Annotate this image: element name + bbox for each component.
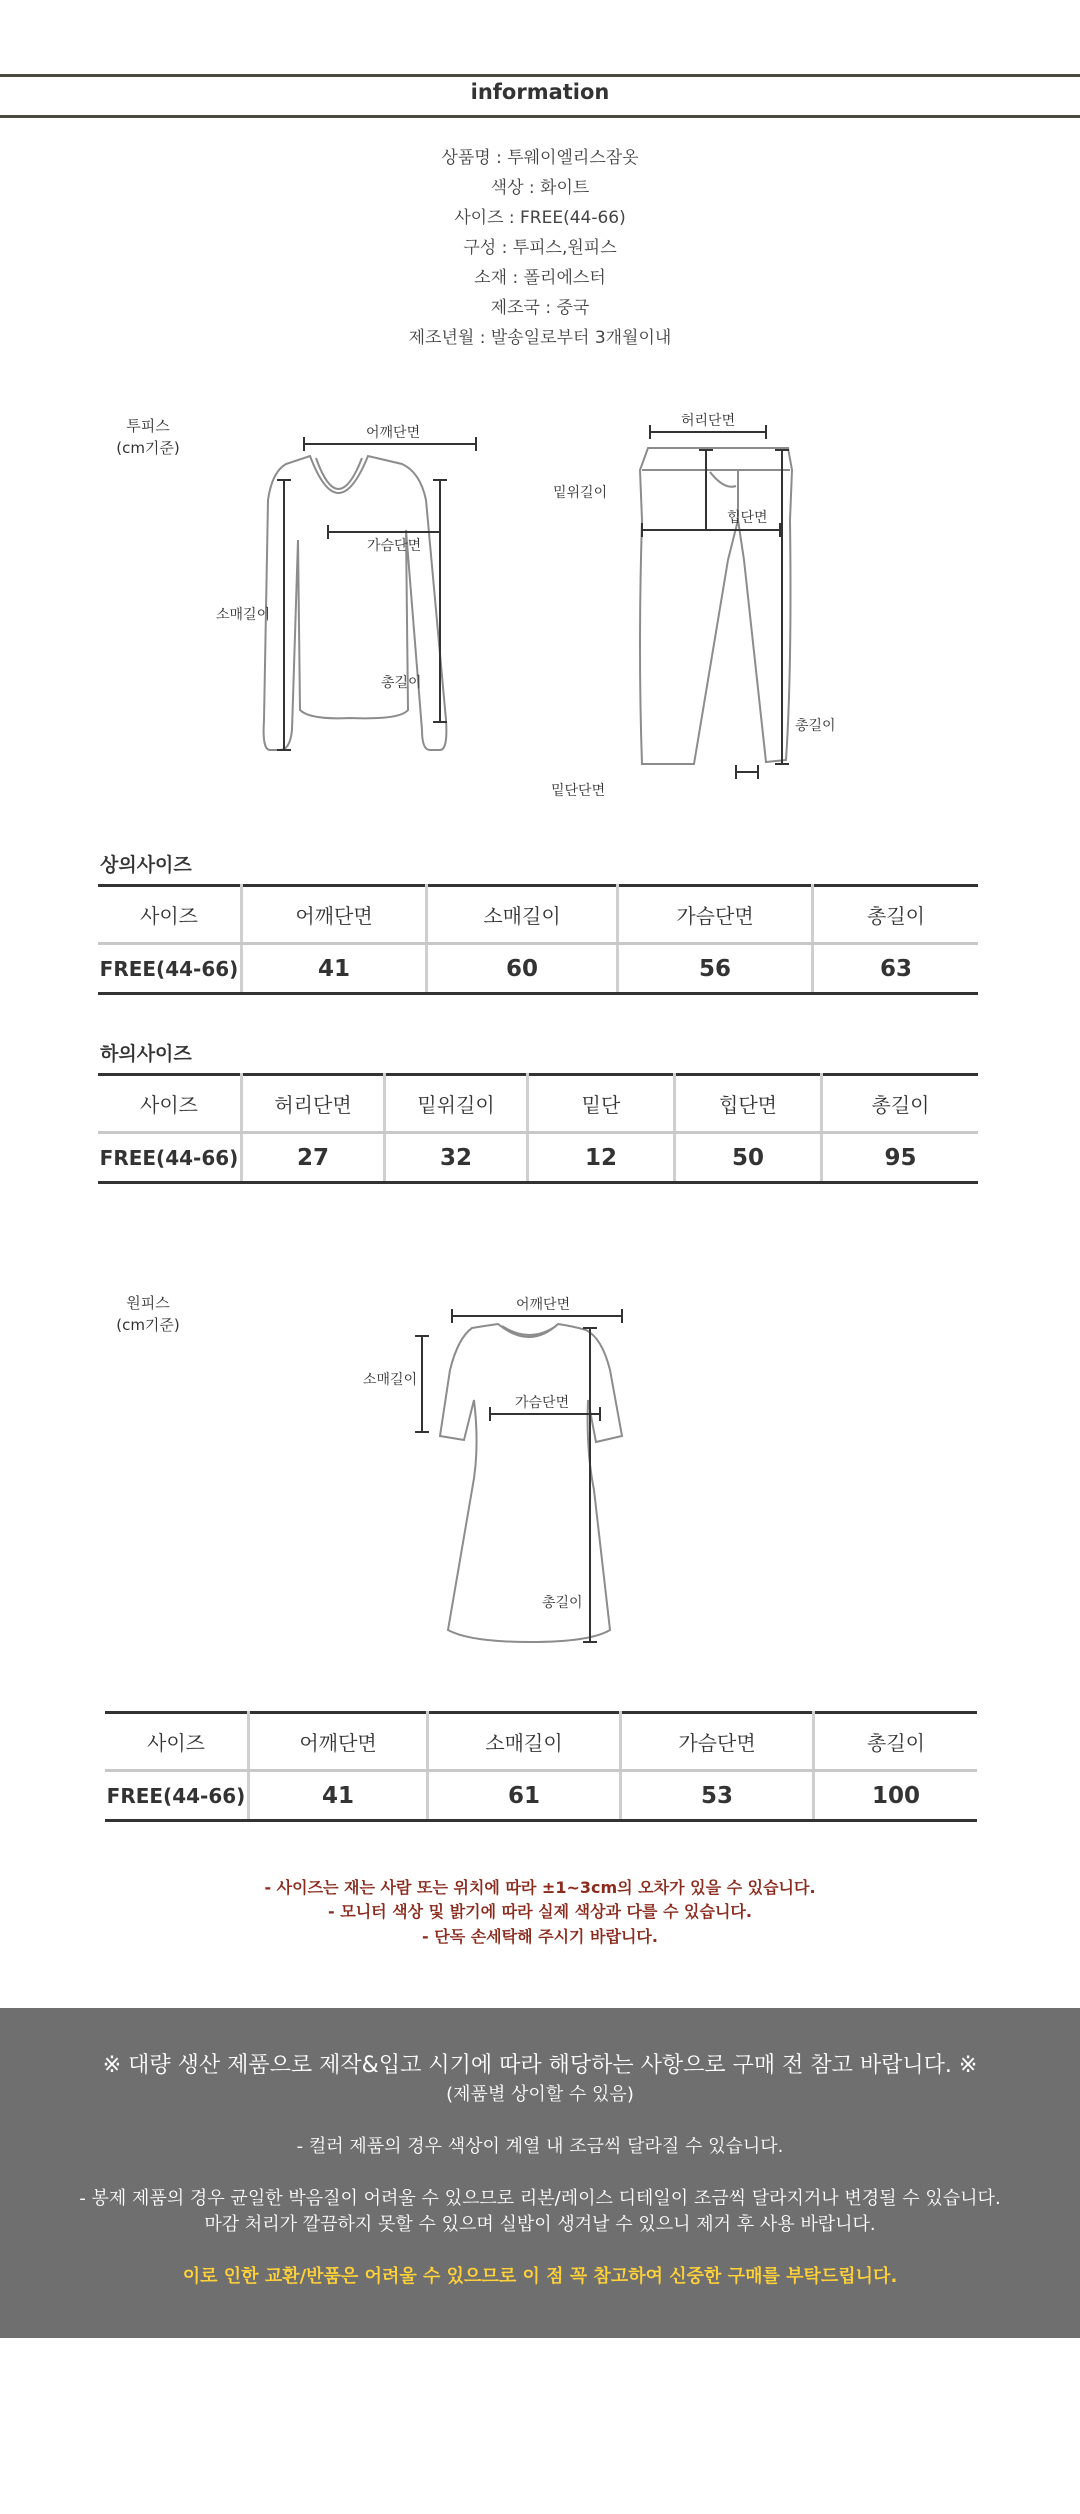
pants-length-label: 총길이 — [795, 718, 836, 734]
col-shoulder: 어깨단면 — [249, 1713, 428, 1771]
dress-chest-label: 가슴단면 — [515, 1395, 570, 1411]
info-country: 제조국 : 중국 — [490, 298, 590, 318]
cell-chest: 56 — [618, 944, 813, 994]
pants-rise-label: 밑위길이 — [553, 485, 608, 501]
header-top-rule — [0, 74, 1080, 77]
cell-size: FREE(44-66) — [98, 944, 242, 994]
col-hip: 힙단면 — [675, 1075, 822, 1133]
dress-shoulder-label: 어깨단면 — [516, 1297, 571, 1313]
cell-shoulder: 41 — [242, 944, 427, 994]
dress-size-table — [105, 1711, 977, 1822]
notice-warning: 이로 인한 교환/반품은 어려울 수 있으므로 이 점 꼭 참고하여 신중한 구매를 부탁드립니다. — [182, 2266, 898, 2287]
pants-hem-label: 밑단단면 — [551, 783, 606, 799]
col-hem: 밑단 — [528, 1075, 675, 1133]
header-bottom-rule — [0, 115, 1080, 118]
dress-name: 원피스 — [126, 1294, 170, 1312]
dress-sleeve-label: 소매길이 — [363, 1372, 418, 1388]
cell-length: 95 — [822, 1133, 979, 1183]
twopiece-name: 투피스 — [126, 417, 170, 435]
cell-chest: 53 — [621, 1771, 814, 1821]
table-header-row — [98, 886, 978, 944]
table-row — [105, 1771, 977, 1821]
top-length-label: 총길이 — [381, 675, 422, 691]
col-size: 사이즈 — [98, 886, 242, 944]
dress-length-label: 총길이 — [542, 1595, 583, 1611]
info-product-name: 상품명 : 투웨이엘리스잠옷 — [441, 148, 639, 168]
col-sleeve: 소매길이 — [427, 886, 618, 944]
cell-rise: 32 — [385, 1133, 528, 1183]
col-size: 사이즈 — [105, 1713, 249, 1771]
cell-hip: 50 — [675, 1133, 822, 1183]
note-hand-wash: - 단독 손세탁해 주시기 바랍니다. — [422, 1927, 658, 1946]
bottom-size-table — [98, 1073, 978, 1184]
bottom-size-caption: 하의사이즈 — [100, 1043, 192, 1065]
top-size-table — [98, 884, 978, 995]
info-composition: 구성 : 투피스,원피스 — [463, 238, 617, 258]
twopiece-label — [108, 415, 188, 459]
note-size-tolerance: - 사이즈는 재는 사람 또는 위치에 따라 ±1~3cm의 오차가 있을 수 있습니다. — [264, 1878, 816, 1897]
notice-line-color: - 컬러 제품의 경우 색상이 계열 내 조금씩 달라질 수 있습니다. — [296, 2136, 784, 2157]
col-size: 사이즈 — [98, 1075, 242, 1133]
col-waist: 허리단면 — [242, 1075, 385, 1133]
info-material: 소재 : 폴리에스터 — [474, 268, 606, 288]
cell-length: 63 — [813, 944, 979, 994]
col-chest: 가슴단면 — [621, 1713, 814, 1771]
top-chest-label: 가슴단면 — [367, 538, 422, 554]
notice-line-sewing: - 봉제 제품의 경우 균일한 박음질이 어려울 수 있으므로 리본/레이스 디테일이 조금씩 달라지거나 변경될 수 있습니다. — [79, 2188, 1001, 2209]
info-size: 사이즈 : FREE(44-66) — [454, 208, 626, 228]
col-length: 총길이 — [813, 886, 979, 944]
cell-size: FREE(44-66) — [105, 1771, 249, 1821]
section-title: information — [470, 80, 610, 104]
notice-line-finish: 마감 처리가 깔끔하지 못할 수 있으며 실밥이 생겨날 수 있으니 제거 후 사용 바랍니다. — [204, 2214, 876, 2235]
cell-shoulder: 41 — [249, 1771, 428, 1821]
table-row — [98, 944, 978, 994]
cell-waist: 27 — [242, 1133, 385, 1183]
table-row — [98, 1133, 978, 1183]
col-length: 총길이 — [814, 1713, 978, 1771]
notice-headline: ※ 대량 생산 제품으로 제작&입고 시기에 따라 해당하는 사항으로 구매 전 참고 바랍니다. ※ — [102, 2053, 978, 2078]
notice-box — [0, 2008, 1080, 2338]
col-length: 총길이 — [822, 1075, 979, 1133]
dress-unit: (cm기준) — [116, 1316, 180, 1334]
info-color: 색상 : 화이트 — [490, 178, 590, 198]
product-info — [0, 143, 1080, 353]
col-shoulder: 어깨단면 — [242, 886, 427, 944]
dress-illustration — [410, 1290, 650, 1650]
top-shoulder-label: 어깨단면 — [366, 425, 421, 441]
twopiece-unit: (cm기준) — [116, 439, 180, 457]
cell-sleeve: 61 — [428, 1771, 621, 1821]
table-header-row — [105, 1713, 977, 1771]
cell-length: 100 — [814, 1771, 978, 1821]
cell-size: FREE(44-66) — [98, 1133, 242, 1183]
top-size-caption: 상의사이즈 — [100, 854, 192, 876]
col-sleeve: 소매길이 — [428, 1713, 621, 1771]
note-monitor-color: - 모니터 색상 및 밝기에 따라 실제 색상과 다를 수 있습니다. — [328, 1902, 752, 1921]
cell-hem: 12 — [528, 1133, 675, 1183]
pants-hip-label: 힙단면 — [727, 510, 768, 526]
cell-sleeve: 60 — [427, 944, 618, 994]
top-sleeve-label: 소매길이 — [216, 607, 271, 623]
info-manufacture-date: 제조년월 : 발송일로부터 3개월이내 — [408, 328, 672, 348]
col-chest: 가슴단면 — [618, 886, 813, 944]
table-header-row — [98, 1075, 978, 1133]
dress-label — [108, 1292, 188, 1336]
top-illustration — [200, 420, 500, 780]
pants-illustration — [620, 410, 820, 790]
col-rise: 밑위길이 — [385, 1075, 528, 1133]
notice-sub: (제품별 상이할 수 있음) — [446, 2084, 634, 2105]
pants-waist-label: 허리단면 — [681, 413, 736, 429]
